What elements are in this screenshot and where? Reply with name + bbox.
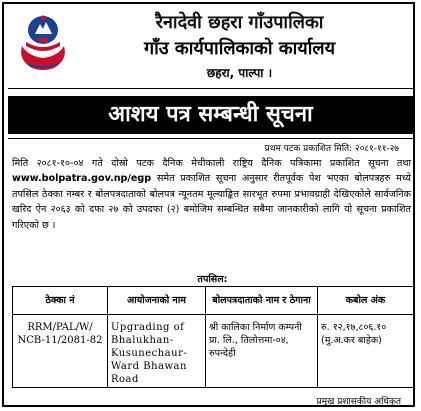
column-header: कबोल अंक (318, 287, 414, 315)
notice-frame (2, 2, 415, 407)
bid-amount: रु. १२,१७,८०६.१० (मु.अ.कर बाहेक) (318, 315, 414, 388)
notice-body (12, 156, 411, 233)
schedule-table (12, 286, 414, 388)
header-divider (8, 88, 413, 89)
banner-divider (8, 138, 413, 139)
bidder-name-address: श्री कालिका निर्माण कम्पनी प्रा. लि., तिलोत्तमा-०४, रुपन्देही (206, 315, 318, 388)
signatory-title: प्रमुख प्रशासकीय अधिकृत (316, 397, 401, 407)
office-address: छहरा, पाल्पा । (206, 66, 273, 80)
table-header-row (13, 287, 414, 315)
org-name: रैनादेवी छहरा गाँउपालिका (155, 12, 324, 33)
contract-number: RRM/PAL/W/ NCB-11/2081-82 (13, 315, 108, 388)
body-text-part2: समेत प्रकाशित सूचना अनुसार रीतपूर्वक पेश भएका बोलपत्रहरु मध्ये तपसिल ठेक्का नम्बर र बोलपत्रदाताको बोलपत्र न्यूनतम मूल्याङ्कित सारभूत रुपमा प्रभावग्राही देखिएकोले सार्वजनिक खरिद ऐन २०६३ को दफा २७ को उपदफा (२) बमोजिम सम्बन्धित सबैमा जानकारीको लागि यो सूचना प्रकाशित गरिएको छ । (12, 173, 411, 231)
notice-title-banner: आशय पत्र सम्बन्धी सूचना (8, 96, 413, 134)
procurement-portal-url: www.bolpatra.gov.np/egp (12, 173, 152, 185)
column-header: बोलपत्रदाताको नाम र ठेगाना (206, 287, 318, 315)
office-name: गाँउ कार्यपालिकाको कार्यालय (143, 38, 336, 59)
body-text-part1: मिति २०८१-१०-०४ गते दोस्रो पटक दैनिक मेचीकाली राष्ट्रिय दैनिक पत्रिकामा प्रकाशित सूचना तथा (12, 158, 411, 169)
column-header: आयोजनाको नाम (108, 287, 206, 315)
project-name: Upgrading of Bhalukhan-Kusunechaur-Ward Bhawan Road (108, 315, 206, 388)
table-row (13, 315, 414, 388)
column-header: ठेक्का नं (13, 287, 108, 315)
schedule-label: तपसिल: (197, 274, 228, 285)
publication-date: प्रथम पटक प्रकाशित मिति: २०८१-११-२७ (264, 144, 399, 154)
